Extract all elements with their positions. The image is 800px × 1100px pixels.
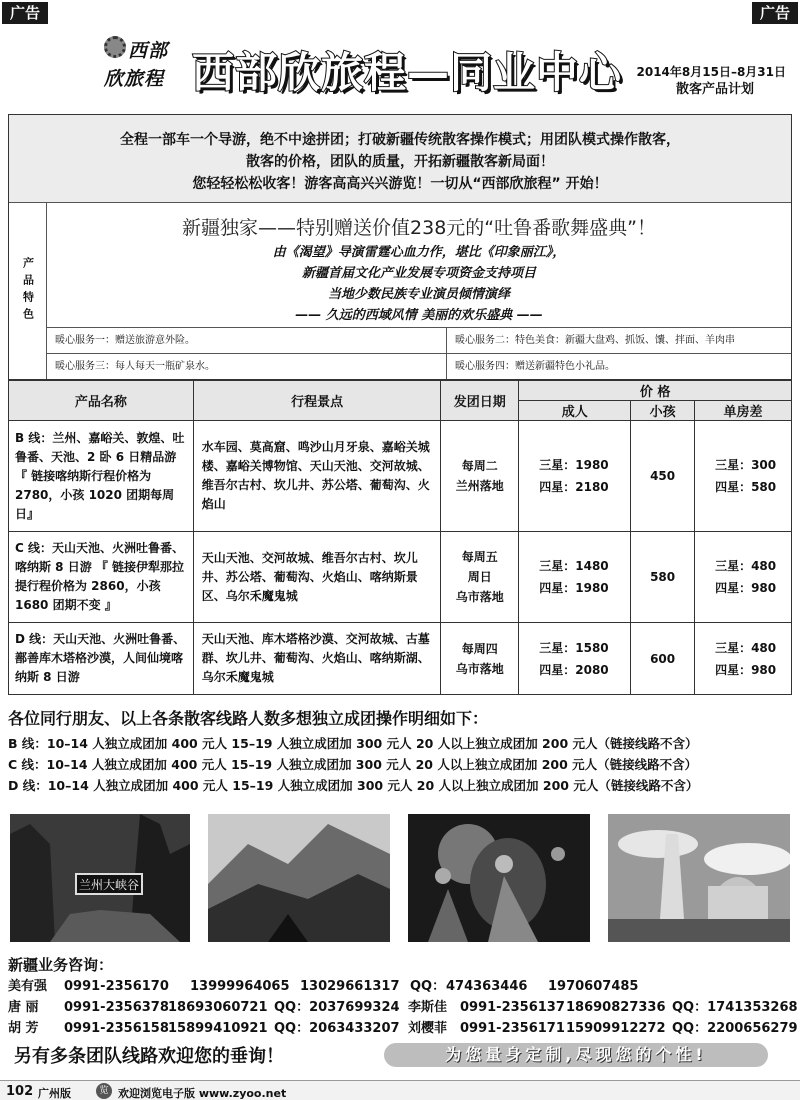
contact-name: 李斯佳 — [408, 1000, 448, 1015]
contact-title: 新疆业务咨询： — [8, 956, 114, 974]
intro-line: 散客的价格，团队的质量，开拓新疆散客新局面！ — [246, 154, 554, 170]
route-spots: 天山天池、库木塔格沙漠、交河故城、古墓群、坎儿井、葡萄沟、火焰山、喀纳斯湖、 乌尔禾魔鬼城 — [193, 623, 441, 695]
feature-label-cell — [9, 203, 47, 379]
date-line: 每周四 — [461, 641, 498, 656]
photo-strip — [0, 814, 800, 942]
route-spots: 水车园、莫高窟、鸣沙山月牙泉、嘉峪关城楼、嘉峪关博物馆、天山天池、交河故城、维吾尔古村、坎儿井、苏公塔、葡萄沟、火焰山 — [193, 421, 441, 532]
service-item: 暖心服务一：赠送旅游意外险。 — [47, 327, 447, 353]
canyon-sign: 兰州大峡谷 — [78, 878, 140, 892]
contact-phone: 0991-2356171 — [460, 1021, 565, 1036]
route-name: D 线：天山天池、火洲吐鲁番、鄯善库木塔格沙漠，人间仙境喀纳斯 8 日游 — [9, 623, 194, 695]
intro-box — [8, 114, 792, 380]
plan-label: 散客产品计划 — [675, 82, 754, 97]
contact-row — [8, 1018, 798, 1039]
contact-mobile: 13029661317 — [300, 979, 400, 994]
adult-price — [519, 532, 631, 623]
contact-name: 胡 芳 — [8, 1021, 39, 1036]
service-item: 暖心服务四：赠送新疆特色小礼品。 — [447, 353, 791, 379]
date-line: 兰州落地 — [455, 479, 504, 493]
contact-name: 唐 丽 — [8, 1000, 39, 1015]
th-child: 小孩 — [631, 401, 695, 421]
contact-phone: 0991-2356378 — [64, 1000, 169, 1015]
route-name: C 线：天山天池、火洲吐鲁番、喀纳斯 8 日游 『 链接伊犁那拉提行程价格为 2860，小孩 1680 团期不变 』 — [9, 532, 194, 623]
contact-mobile: 18690827336 — [566, 1000, 666, 1015]
date-range: 2014年8月15日–8月31日 — [636, 65, 786, 79]
intro-section — [9, 115, 791, 203]
intro-line: 您轻轻松松收客！游客高高兴兴游览！一切从“西部欣旅程” 开始！ — [192, 176, 608, 192]
date-line: 周日 — [467, 570, 492, 584]
ad-label-right: 广告 — [752, 2, 798, 24]
route-date — [441, 421, 519, 532]
brand-logo — [102, 34, 188, 96]
sun-icon — [104, 36, 126, 58]
contact-phone: 0991-2356170 — [64, 979, 169, 994]
contact-qq: 474363446 — [446, 979, 528, 994]
feature-section — [9, 203, 791, 379]
feature-body — [47, 203, 791, 327]
price-line: 三星：300 — [715, 458, 777, 472]
route-name: B 线：兰州、嘉峪关、敦煌、吐鲁番、天池、2 卧 6 日精品游 『 链接喀纳斯行程价格为 2780，小孩 1020 团期每周日』 — [9, 421, 194, 532]
contact-mobile: 18693060721 — [168, 1000, 268, 1015]
group-pricing-line: C 线：10–14 人独立成团加 400 元人 15–19 人独立成团加 300 元人 20 人以上独立成团加 200 元人（链接线路不含） — [8, 757, 698, 772]
price-line: 三星：480 — [715, 559, 777, 573]
price-line: 四星：980 — [715, 581, 777, 595]
route-spots: 天山天池、交河故城、维吾尔古村、坎儿井、苏公塔、葡萄沟、火焰山、喀纳斯景区、乌尔禾魔鬼城 — [193, 532, 441, 623]
price-line: 四星：980 — [715, 662, 777, 677]
th-adult: 成人 — [519, 401, 631, 421]
route-date — [441, 623, 519, 695]
contact-row — [8, 997, 798, 1018]
single-supplement — [695, 421, 792, 532]
service-item: 暖心服务二：特色美食：新疆大盘鸡、抓饭、馕、拌面、羊肉串 — [447, 327, 791, 353]
contact-phone: 0991-2356137 — [460, 1000, 565, 1015]
edition-label: 广州版 — [38, 1087, 71, 1100]
feature-line: 新疆首届文化产业发展专项资金支持项目 — [301, 266, 536, 281]
contact-mobile: 13999964065 — [190, 979, 290, 994]
feature-line: 由《渴望》导演雷霆心血力作，堪比《印象丽江》， — [272, 245, 566, 260]
contact-extra: 1970607485 — [548, 979, 639, 994]
child-price: 600 — [631, 623, 695, 695]
contact-mobile: 15899410921 — [168, 1021, 268, 1036]
header — [0, 30, 800, 102]
price-line: 四星：580 — [715, 480, 777, 494]
photo-dancers — [408, 814, 590, 942]
th-name: 产品名称 — [9, 381, 194, 421]
website-link[interactable]: 欢迎浏览电子版 www.zyoo.net — [118, 1087, 287, 1100]
feature-line: —— 久远的西域风情 美丽的欢乐盛典 —— — [295, 308, 543, 323]
page-footer — [0, 1080, 800, 1100]
table-header-row — [9, 381, 792, 401]
price-line: 三星：480 — [715, 640, 777, 655]
photo-minaret — [608, 814, 790, 942]
logo-line2: 欣旅程 — [104, 68, 165, 90]
feature-line: 当地少数民族专业演员倾情演绎 — [327, 287, 510, 302]
page-title: 西部欣旅程—同业中心 — [192, 48, 623, 97]
contact-qq: QQ：2037699324 — [274, 1000, 400, 1015]
slogan-pill: 为您量身定制,尽现您的个性! — [384, 1043, 768, 1067]
contact-name: 刘樱菲 — [408, 1021, 448, 1036]
single-supplement — [695, 623, 792, 695]
child-price: 450 — [631, 421, 695, 532]
logo-line1: 西部 — [128, 40, 169, 62]
photo-mountains — [208, 814, 390, 942]
group-pricing-line: D 线：10–14 人独立成团加 400 元人 15–19 人独立成团加 300 元人 20 人以上独立成团加 200 元人（链接线路不含） — [8, 778, 699, 793]
contact-row — [8, 976, 792, 997]
adult-price — [519, 421, 631, 532]
price-line: 四星：1980 — [539, 581, 609, 595]
contact-phone: 0991-2356158 — [64, 1021, 169, 1036]
date-line: 每周五 — [461, 550, 498, 564]
magazine-badge-icon: 览 — [96, 1083, 112, 1099]
product-table — [8, 380, 792, 695]
slogan-left: 另有多条团队线路欢迎您的垂询！ — [14, 1046, 284, 1067]
price-line: 三星：1980 — [539, 458, 609, 472]
contact-mobile: 15909912272 — [566, 1021, 666, 1036]
contact-qq: QQ：1741353268 — [672, 1000, 798, 1015]
table-row — [9, 421, 792, 532]
photo-canyon-gate — [10, 814, 190, 942]
intro-line: 全程一部车一个导游，绝不中途拼团；打破新疆传统散客操作模式；用团队模式操作散客， — [120, 132, 680, 148]
th-spots: 行程景点 — [193, 381, 441, 421]
group-pricing-section — [8, 706, 792, 796]
service-item: 暖心服务三：每人每天一瓶矿泉水。 — [47, 353, 447, 379]
date-line: 乌市落地 — [455, 661, 504, 676]
ad-label-left: 广告 — [2, 2, 48, 24]
adult-price — [519, 623, 631, 695]
child-price: 580 — [631, 532, 695, 623]
contact-name: 美有强 — [8, 979, 48, 994]
date-line: 乌市落地 — [455, 590, 504, 604]
price-line: 三星：1580 — [539, 640, 609, 655]
feature-headline: 新疆独家——特别赠送价值238元的“吐鲁番歌舞盛典”！ — [182, 217, 656, 239]
route-date — [441, 532, 519, 623]
price-line: 三星：1480 — [539, 559, 609, 573]
contact-section — [8, 954, 798, 1039]
single-supplement — [695, 532, 792, 623]
price-line: 四星：2180 — [539, 480, 609, 494]
contact-qq-label: QQ： — [410, 979, 446, 994]
contact-qq: QQ：2200656279 — [672, 1021, 798, 1036]
table-row — [9, 532, 792, 623]
table-row — [9, 623, 792, 695]
group-pricing-title: 各位同行朋友、以上各条散客线路人数多想独立成团操作明细如下： — [8, 709, 489, 728]
date-line: 每周二 — [461, 459, 498, 473]
price-line: 四星：2080 — [539, 662, 609, 677]
th-price: 价 格 — [519, 381, 792, 401]
th-single: 单房差 — [695, 401, 792, 421]
th-date: 发团日期 — [441, 381, 519, 421]
page-number: 102 — [6, 1084, 34, 1099]
feature-label: 产品特色 — [21, 257, 35, 325]
group-pricing-line: B 线：10–14 人独立成团加 400 元人 15–19 人独立成团加 300 元人 20 人以上独立成团加 200 元人（链接线路不含） — [8, 736, 698, 751]
services-grid — [47, 327, 791, 379]
contact-qq: QQ：2063433207 — [274, 1021, 400, 1036]
